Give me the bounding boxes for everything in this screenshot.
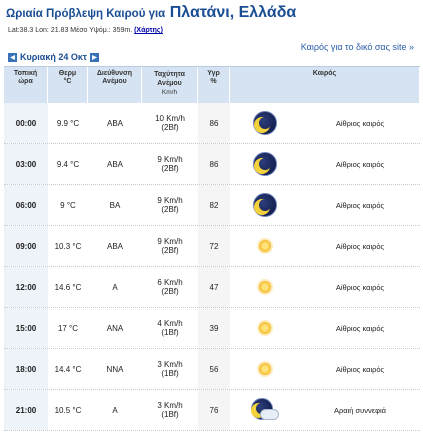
- coordinates-line: [8, 27, 163, 34]
- cell-time: 06:00: [4, 185, 48, 225]
- wind-beaufort: (1Bf): [161, 410, 179, 419]
- cell-temp: 17 °C: [57, 323, 79, 333]
- cell-humidity: 86: [198, 103, 230, 143]
- wind-speed-value: 3 Km/h: [157, 401, 183, 410]
- table-row: [4, 308, 420, 349]
- cell-weather-desc: Αίθριος καιρός: [335, 200, 385, 210]
- sun-icon: [259, 281, 271, 293]
- cell-wind-direction: ΑΒΑ: [106, 241, 123, 251]
- cell-humidity: 39: [198, 308, 230, 348]
- cell-temp: 10.5 °C: [54, 405, 82, 415]
- table-row: [4, 103, 420, 144]
- cell-wind-direction: ΒΑ: [109, 200, 121, 210]
- site-weather-link[interactable]: Καιρός για το δικό σας site »: [300, 42, 414, 52]
- cell-temp: 9.9 °C: [56, 118, 80, 128]
- page-title: [6, 4, 421, 22]
- cell-temp: 14.6 °C: [54, 282, 82, 292]
- cell-temp: 10.3 °C: [54, 241, 82, 251]
- map-link[interactable]: (Χάρτης): [134, 27, 163, 34]
- cell-wind-speed: [142, 349, 198, 389]
- sun-icon: [259, 240, 271, 252]
- table-row: [4, 144, 420, 185]
- next-day-button[interactable]: ▶: [90, 53, 99, 62]
- header-wind-speed: Ταχύτητα Ανέμου Km/h: [142, 67, 198, 103]
- cell-wind-direction: ΑΒΑ: [106, 118, 123, 128]
- table-row: [4, 349, 420, 390]
- cell-wind-speed: [142, 390, 198, 430]
- cell-wind-speed: [142, 185, 198, 225]
- table-row: [4, 185, 420, 226]
- cell-weather-icon: [230, 267, 300, 307]
- header-temp: Θερμ °C: [48, 67, 88, 103]
- table-row: [4, 226, 420, 267]
- header-wind-direction: Διεύθυνση Ανέμου: [88, 67, 142, 103]
- cell-time: 12:00: [4, 267, 48, 307]
- cell-humidity: 76: [198, 390, 230, 430]
- cell-time: 15:00: [4, 308, 48, 348]
- night-cloud-icon: [251, 398, 279, 422]
- cell-time: 09:00: [4, 226, 48, 266]
- cell-weather-icon: [230, 390, 300, 430]
- cell-time: 03:00: [4, 144, 48, 184]
- cell-wind-speed: [142, 144, 198, 184]
- cell-weather-icon: [230, 349, 300, 389]
- cell-humidity: 72: [198, 226, 230, 266]
- cell-temp: 14.4 °C: [54, 364, 82, 374]
- wind-beaufort: (2Bf): [161, 123, 179, 132]
- forecast-table: [4, 66, 420, 431]
- wind-beaufort: (2Bf): [161, 164, 179, 173]
- prev-day-button[interactable]: ◀: [8, 53, 17, 62]
- cell-wind-speed: [142, 226, 198, 266]
- wind-beaufort: (2Bf): [161, 246, 179, 255]
- cell-weather-desc: Αίθριος καιρός: [335, 118, 385, 128]
- cell-weather-desc: Αίθριος καιρός: [335, 241, 385, 251]
- cell-weather-desc: Αίθριος καιρός: [335, 323, 385, 333]
- clear-night-icon: [253, 193, 277, 217]
- wind-speed-value: 9 Km/h: [157, 237, 183, 246]
- cell-wind-direction: ΝΝΑ: [106, 364, 124, 374]
- cell-weather-desc: Αίθριος καιρός: [335, 159, 385, 169]
- cell-humidity: 86: [198, 144, 230, 184]
- header-humidity: Υγρ %: [198, 67, 230, 103]
- sun-icon: [259, 363, 271, 375]
- day-navigation: [8, 51, 99, 63]
- cell-temp: 9.4 °C: [56, 159, 80, 169]
- cell-wind-direction: ΑΒΑ: [106, 159, 123, 169]
- cell-weather-icon: [230, 103, 300, 143]
- sun-icon: [259, 322, 271, 334]
- wind-speed-value: 10 Km/h: [155, 114, 185, 123]
- cell-weather-icon: [230, 308, 300, 348]
- cell-humidity: 47: [198, 267, 230, 307]
- cell-time: 21:00: [4, 390, 48, 430]
- clear-night-icon: [253, 152, 277, 176]
- header-weather: Καιρός: [230, 67, 420, 103]
- title-prefix: Ωριαία Πρόβλεψη Καιρού για: [6, 8, 166, 20]
- title-place: Πλατάνι, Ελλάδα: [169, 4, 297, 21]
- clear-night-icon: [253, 111, 277, 135]
- cell-time: 00:00: [4, 103, 48, 143]
- wind-beaufort: (1Bf): [161, 369, 179, 378]
- cell-wind-direction: Α: [112, 405, 118, 415]
- cell-wind-direction: ΑΝΑ: [106, 323, 124, 333]
- cell-temp: 9 °C: [60, 200, 76, 210]
- wind-beaufort: (2Bf): [161, 287, 179, 296]
- cell-wind-speed: [142, 267, 198, 307]
- cell-wind-speed: [142, 103, 198, 143]
- day-label: Κυριακή 24 Οκτ: [20, 52, 87, 62]
- coordinates-text: Lat:38.3 Lon: 21.83 Μέσο Υψόμ.: 359m.: [8, 27, 133, 34]
- cell-wind-speed: [142, 308, 198, 348]
- table-body: [4, 103, 420, 431]
- cell-weather-desc: Αίθριος καιρός: [335, 282, 385, 292]
- cell-weather-desc: Αίθριος καιρός: [335, 364, 385, 374]
- cell-weather-desc: Αραιή συννεφιά: [334, 405, 386, 415]
- cell-weather-icon: [230, 185, 300, 225]
- wind-speed-value: 9 Km/h: [157, 155, 183, 164]
- cell-humidity: 56: [198, 349, 230, 389]
- table-row: [4, 390, 420, 431]
- wind-speed-value: 6 Km/h: [157, 278, 183, 287]
- table-header: [4, 66, 420, 103]
- table-row: [4, 267, 420, 308]
- cell-time: 18:00: [4, 349, 48, 389]
- cell-humidity: 82: [198, 185, 230, 225]
- wind-speed-value: 3 Km/h: [157, 360, 183, 369]
- header-time: Τοπική ώρα: [4, 67, 48, 103]
- wind-beaufort: (1Bf): [161, 328, 179, 337]
- wind-speed-value: 9 Km/h: [157, 196, 183, 205]
- cell-wind-direction: Α: [112, 282, 118, 292]
- cell-weather-icon: [230, 226, 300, 266]
- cell-weather-icon: [230, 144, 300, 184]
- wind-beaufort: (2Bf): [161, 205, 179, 214]
- wind-speed-value: 4 Km/h: [157, 319, 183, 328]
